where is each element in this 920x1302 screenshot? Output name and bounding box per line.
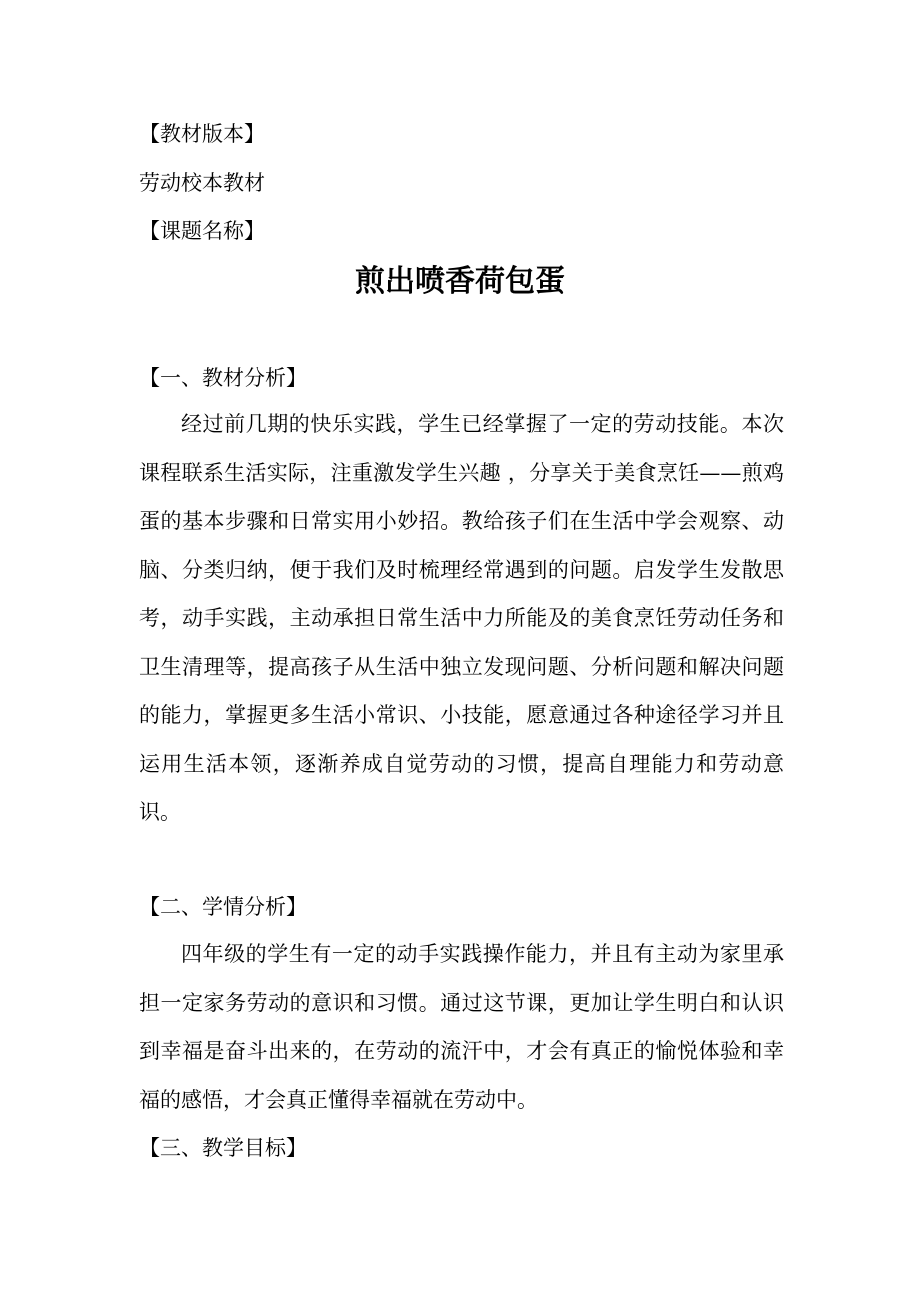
section-paragraph-student-analysis: 四年级的学生有一定的动手实践操作能力，并且有主动为家里承担一定家务劳动的意识和习惯。通过这节课，更加让学生明白和认识到幸福是奋斗出来的，在劳动的流汗中，才会有真正的愉悦体验和幸福的感悟，才会真正懂得幸福就在劳动中。: [139, 942, 784, 1112]
topic-label: 【课题名称】: [139, 219, 265, 243]
edition-label: 【教材版本】: [139, 122, 265, 146]
section-heading-teaching-objectives: 【三、教学目标】: [139, 1136, 307, 1160]
section-paragraph-material-analysis: 经过前几期的快乐实践，学生已经掌握了一定的劳动技能。本次课程联系生活实际，注重激发学生兴趣 ，分享关于美食烹饪——煎鸡蛋的基本步骤和日常实用小妙招。教给孩子们在生活中学会观察、动脑、分类归纳，便于我们及时梳理经常遇到的问题。启发学生发散思考，动手实践，主动承担日常生活中力所能及的美食烹饪劳动任务和卫生清理等，提高孩子从生活中独立发现问题、分析问题和解决问题的能力，掌握更多生活小常识、小技能，愿意通过各种途径学习并且运用生活本领，逐渐养成自觉劳动的习惯，提高自理能力和劳动意识。: [139, 412, 784, 824]
section-heading-student-analysis: 【二、学情分析】: [139, 895, 307, 919]
edition-value: 劳动校本教材: [139, 171, 265, 195]
section-heading-material-analysis: 【一、教材分析】: [139, 366, 307, 390]
lesson-title: 煎出喷香荷包蛋: [355, 264, 565, 299]
